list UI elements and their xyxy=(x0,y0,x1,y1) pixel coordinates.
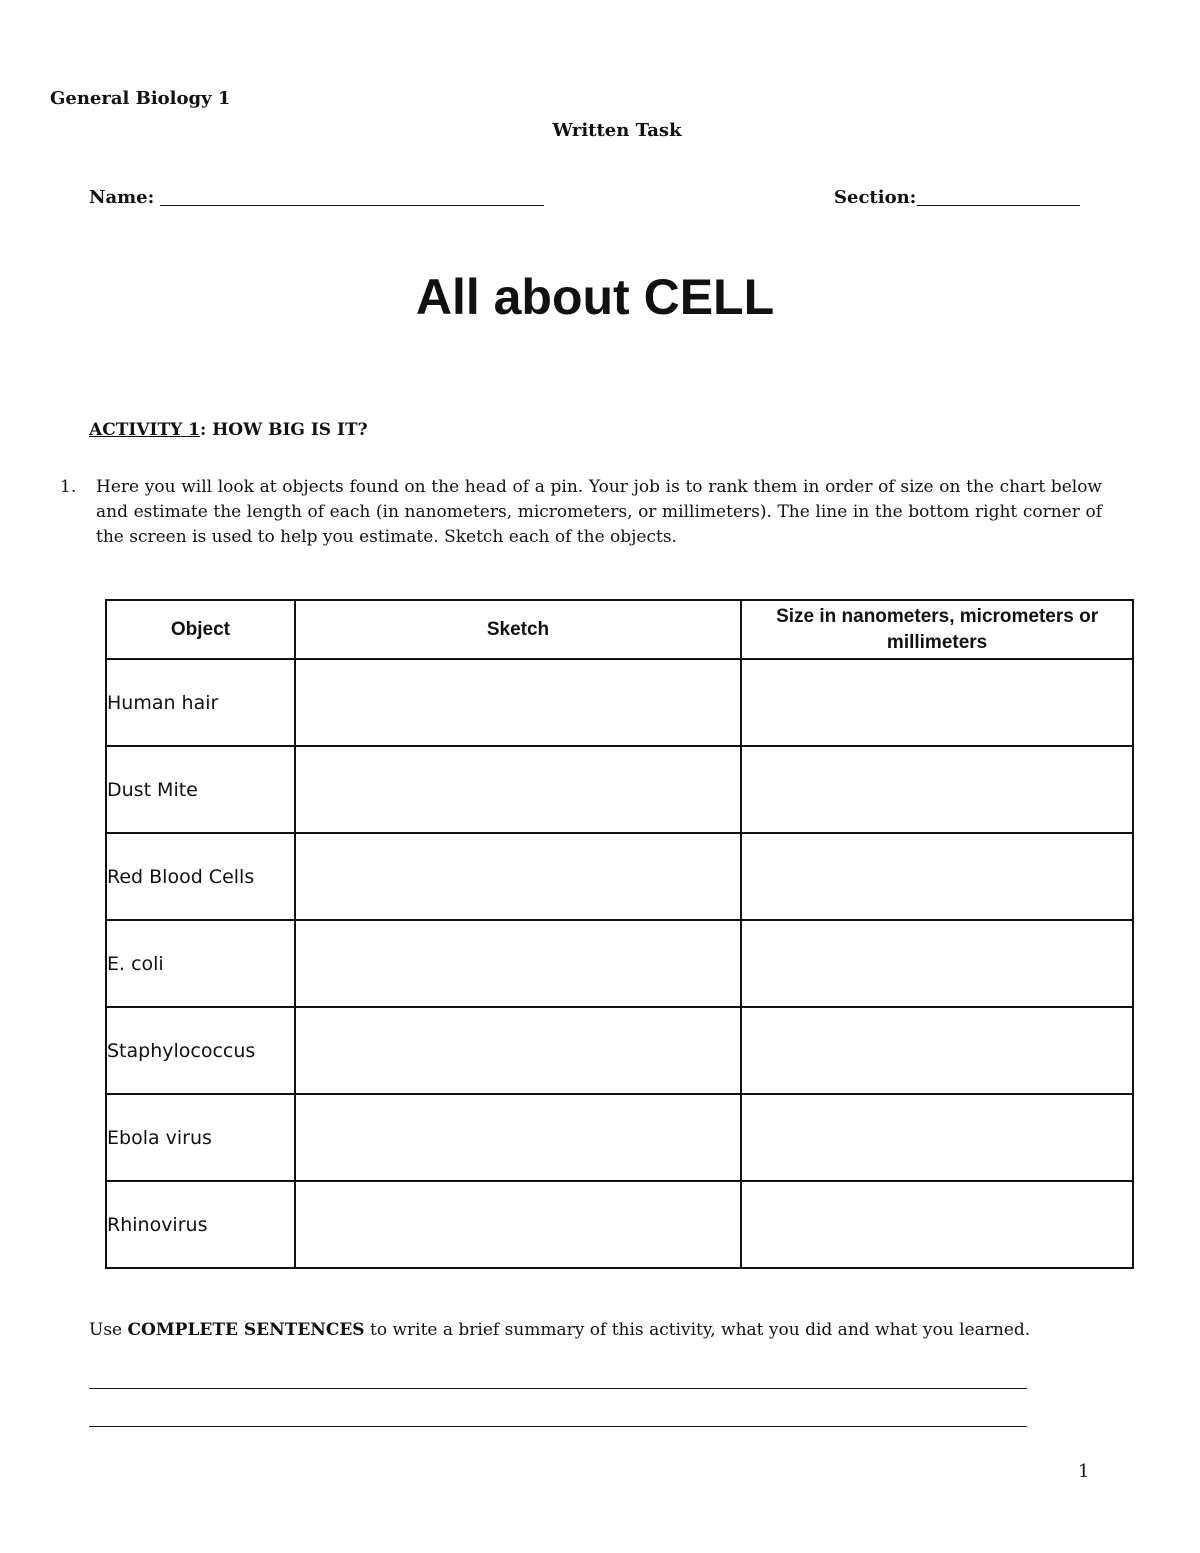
object-cell: Red Blood Cells xyxy=(106,833,295,920)
header-size xyxy=(741,600,1133,659)
size-cell[interactable] xyxy=(741,1007,1133,1094)
page-number: 1 xyxy=(1078,1461,1090,1482)
task-title: Written Task xyxy=(552,120,682,141)
summary-emphasis: COMPLETE SENTENCES xyxy=(127,1320,365,1340)
table-row xyxy=(106,833,1133,920)
table-row xyxy=(106,746,1133,833)
sketch-cell[interactable] xyxy=(295,1007,741,1094)
object-cell: Staphylococcus xyxy=(106,1007,295,1094)
header-sketch: Sketch xyxy=(295,600,741,659)
question-text: Here you will look at objects found on the head of a pin. Your job is to rank them in order of size on the chart below and estimate the length of each (in nanometers, micrometers, or millimeters). The line in the bottom right corner of the screen is used to help you estimate. Sketch each of the objects. xyxy=(96,477,1102,547)
header-size-label: Size in nanometers, micrometers or millimeters xyxy=(776,605,1099,653)
table-row xyxy=(106,1094,1133,1181)
sketch-cell[interactable] xyxy=(295,920,741,1007)
size-cell[interactable] xyxy=(741,1181,1133,1268)
page-title: All about CELL xyxy=(415,269,775,325)
header-object: Object xyxy=(106,600,295,659)
size-cell[interactable] xyxy=(741,920,1133,1007)
sketch-cell[interactable] xyxy=(295,833,741,920)
table-row xyxy=(106,1007,1133,1094)
name-label: Name: xyxy=(89,187,155,208)
name-field[interactable] xyxy=(160,205,544,206)
size-cell[interactable] xyxy=(741,746,1133,833)
size-cell[interactable] xyxy=(741,1094,1133,1181)
table-row xyxy=(106,1181,1133,1268)
sketch-cell[interactable] xyxy=(295,659,741,746)
size-cell[interactable] xyxy=(741,659,1133,746)
table-row xyxy=(106,659,1133,746)
activity-heading xyxy=(89,420,368,440)
object-cell: Rhinovirus xyxy=(106,1181,295,1268)
sketch-cell[interactable] xyxy=(295,1094,741,1181)
sketch-cell[interactable] xyxy=(295,1181,741,1268)
table-row xyxy=(106,920,1133,1007)
size-table xyxy=(105,599,1134,1269)
question-number: 1. xyxy=(60,477,77,497)
section-label: Section: xyxy=(834,187,917,208)
activity-separator: : xyxy=(200,420,213,440)
course-title: General Biology 1 xyxy=(50,88,231,109)
activity-title: HOW BIG IS IT? xyxy=(212,420,368,440)
summary-pre: Use xyxy=(89,1320,128,1340)
object-cell: Ebola virus xyxy=(106,1094,295,1181)
summary-instruction xyxy=(89,1320,1030,1340)
object-cell: Dust Mite xyxy=(106,746,295,833)
summary-post: to write a brief summary of this activity, what you did and what you learned. xyxy=(364,1320,1031,1340)
answer-line[interactable] xyxy=(89,1388,1027,1389)
section-field[interactable] xyxy=(917,205,1080,206)
object-cell: E. coli xyxy=(106,920,295,1007)
answer-line[interactable] xyxy=(89,1426,1027,1427)
sketch-cell[interactable] xyxy=(295,746,741,833)
size-cell[interactable] xyxy=(741,833,1133,920)
object-cell: Human hair xyxy=(106,659,295,746)
table-header-row xyxy=(106,600,1133,659)
activity-label: ACTIVITY 1 xyxy=(89,420,200,440)
